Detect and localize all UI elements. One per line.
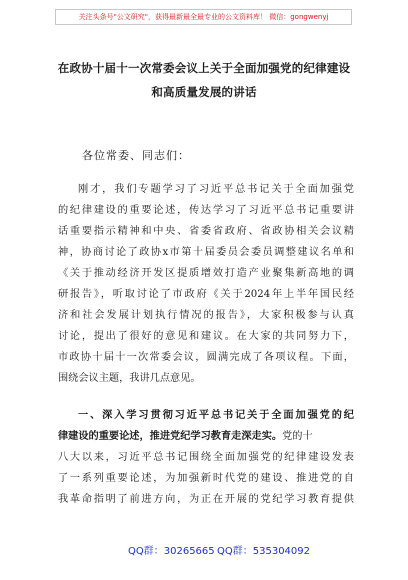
section-heading-text: 一、深入学习贯彻习近平总书记关于全面加强党的纪 (78, 409, 354, 421)
header-promo-banner: 关注头条号"公文研究"，获得最新最全最专业的公文资料库！ 微信：gongwenyj (55, 9, 352, 25)
paragraph-line: 神，协商讨论了政协x市第十届委员会委员调整建议名单和 (58, 247, 354, 258)
section-heading-line-2 (58, 427, 354, 442)
paragraph-line: 济和社会发展计划执行情况的报告》，大家积极参与认真 (58, 310, 354, 321)
paragraph-text: 党的十 (282, 431, 313, 442)
footer-qq-group-2: QQ群：535304092 (217, 546, 311, 557)
paragraph-line: 围绕会议主题，我讲几点意见。 (58, 373, 201, 384)
paragraph-line: 讨论，提出了很好的意见和建议。在大家的共同努力下， (58, 331, 354, 342)
document-title-line-2: 和高质量发展的讲话 (151, 85, 257, 99)
paragraph-line: 话重要指示精神和中央、省委省政府、省政协相关会议精 (58, 226, 354, 237)
document-title-line-1: 在政协十届十一次常委会议上关于全面加强党的纪律建设 (57, 61, 351, 75)
paragraph-line: 研报告》，听取讨论了市政府《关于2024年上半年国民经 (58, 289, 354, 300)
paragraph-line: 《关于推动经济开发区提质增效打造产业聚集新高地的调 (58, 268, 354, 279)
paragraph-line: 了一系列重要论述，为加强新时代党的建设、推进党的自 (58, 473, 354, 484)
paragraph-line: 的纪律建设的重要论述，传达学习了习近平总书记重要讲 (58, 205, 354, 216)
footer-qq-group-1: QQ群：30265665 (128, 546, 215, 557)
paragraph-line: 我革命指明了前进方向，为正在开展的党纪学习教育提供 (58, 494, 354, 505)
section-heading-text: 律建设的重要论述，推进党纪学习教育走深走实。 (58, 430, 283, 442)
paragraph-line: 八大以来，习近平总书记围绕全面加强党的纪律建设发表 (58, 452, 354, 463)
salutation: 各位常委、同志们： (82, 149, 190, 162)
paragraph-line: 刚才，我们专题学习了习近平总书记关于全面加强党 (78, 184, 354, 195)
paragraph-line: 市政协十届十一次常委会议，圆满完成了各项议程。下面， (58, 352, 354, 363)
section-heading-line-1 (58, 406, 354, 421)
